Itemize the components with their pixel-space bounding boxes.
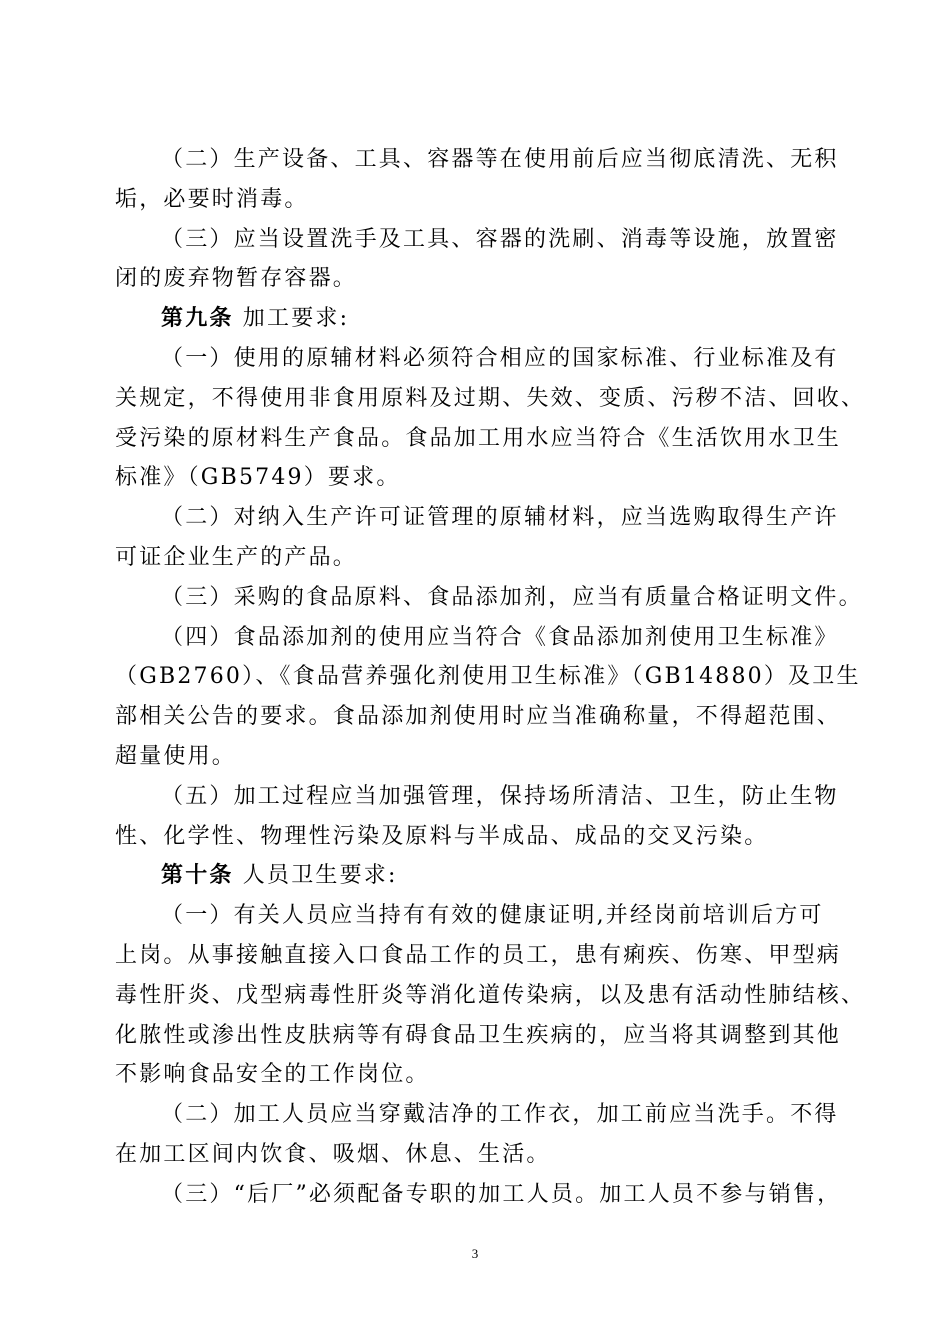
body-text <box>115 140 866 1215</box>
text-line: （二）加工人员应当穿戴洁净的工作衣，加工前应当洗手。不得 <box>161 1102 839 1128</box>
article-title: 人员卫生要求: <box>233 863 398 889</box>
text-line <box>115 856 840 896</box>
text-line <box>115 299 840 339</box>
paragraph <box>115 498 840 578</box>
text-line: 上岗。从事接触直接入口食品工作的员工，患有痢疾、伤寒、甲型病 <box>115 942 842 968</box>
text-line: （二）生产设备、工具、容器等在使用前后应当彻底清洗、无积 <box>161 147 839 172</box>
text-line: 可证企业生产的产品。 <box>115 544 358 570</box>
text-line: 垢，必要时消毒。 <box>115 186 309 212</box>
paragraph <box>115 896 866 1095</box>
text-line: 标准》（GB5749）要求。 <box>115 465 401 491</box>
article-title: 加工要求: <box>233 306 350 332</box>
text-line: （GB2760）、《食品营养强化剂使用卫生标准》（GB14880）及卫生 <box>115 664 861 690</box>
article-heading <box>115 856 840 896</box>
paragraph <box>115 1095 840 1175</box>
paragraph <box>115 618 861 777</box>
text-line: （一）有关人员应当持有有效的健康证明,并经岗前培训后方可 <box>161 903 824 929</box>
text-line: 不影响食品安全的工作岗位。 <box>115 1062 430 1088</box>
text-line: 受污染的原材料生产食品。食品加工用水应当符合《生活饮用水卫生 <box>115 425 842 451</box>
text-line: 性、化学性、物理性污染及原料与半成品、成品的交叉污染。 <box>115 823 769 849</box>
text-line: （二）对纳入生产许可证管理的原辅材料，应当选购取得生产许 <box>161 505 839 531</box>
article-number: 第九条 <box>161 305 234 332</box>
text-line: 化脓性或渗出性皮肤病等有碍食品卫生疾病的，应当将其调整到其他 <box>115 1022 842 1048</box>
text-line: （一）使用的原辅材料必须符合相应的国家标准、行业标准及有 <box>161 345 839 371</box>
text-line: 超量使用。 <box>115 743 237 769</box>
paragraph <box>115 1175 840 1215</box>
article-number: 第十条 <box>161 862 234 889</box>
page-number: 3 <box>471 1246 479 1261</box>
text-line: （四）食品添加剂的使用应当符合《食品添加剂使用卫生标准》 <box>161 624 839 650</box>
text-line: （三）“后厂”必须配备专职的加工人员。加工人员不参与销售， <box>161 1181 842 1207</box>
text-line: 闭的废弃物暂存容器。 <box>115 266 358 292</box>
text-line: 毒性肝炎、戊型病毒性肝炎等消化道传染病，以及患有活动性肺结核、 <box>115 982 866 1008</box>
paragraph <box>115 777 840 857</box>
article-heading <box>115 299 840 339</box>
paragraph <box>115 339 866 498</box>
text-line: 关规定，不得使用非食用原料及过期、失效、变质、污秽不洁、回收、 <box>115 385 866 411</box>
paragraph <box>115 578 863 618</box>
text-line: 在加工区间内饮食、吸烟、休息、生活。 <box>115 1141 551 1167</box>
text-line: 部相关公告的要求。食品添加剂使用时应当准确称量，不得超范围、 <box>115 704 842 730</box>
paragraph <box>115 140 840 220</box>
paragraph <box>115 220 840 300</box>
text-line: （三）采购的食品原料、食品添加剂，应当有质量合格证明文件。 <box>161 584 863 610</box>
text-line: （五）加工过程应当加强管理，保持场所清洁、卫生，防止生物 <box>161 783 839 809</box>
text-line: （三）应当设置洗手及工具、容器的洗刷、消毒等设施，放置密 <box>161 226 839 252</box>
